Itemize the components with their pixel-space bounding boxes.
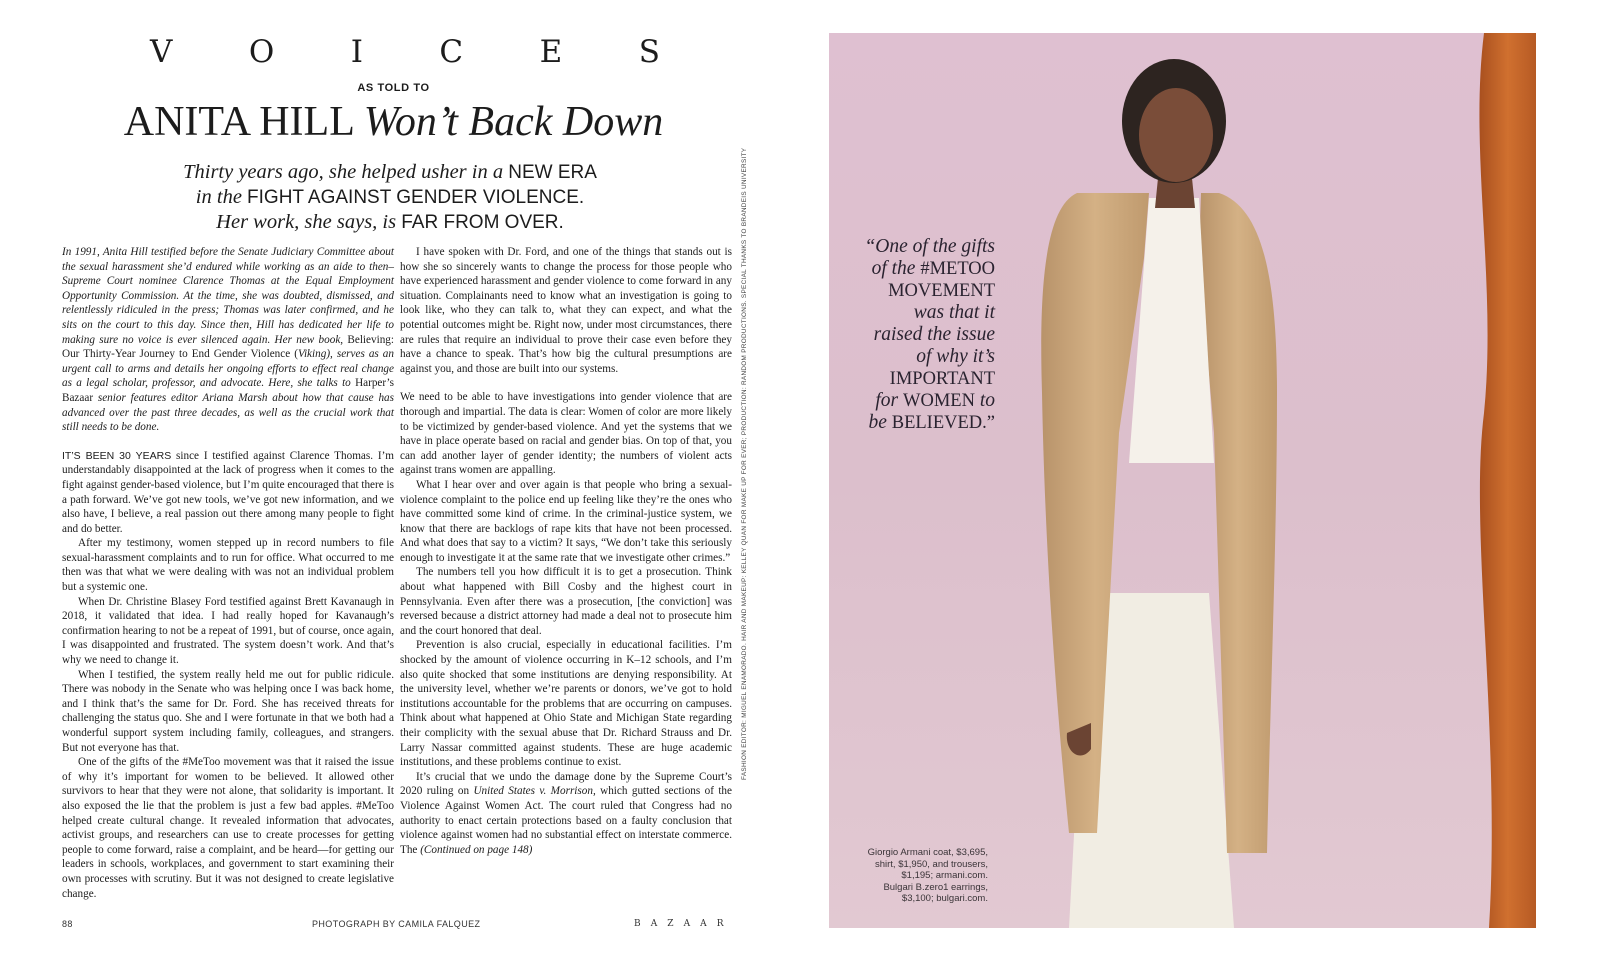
body-paragraph: The numbers tell you how difficult it is to get a prosecution. Think about what happened with Bill Cosby and the highest court in Pennsylvania. Even after there was a prosecution, [the conviction] was reversed because a district attorney had made a deal not to prosecute him and the court honored that deal.	[400, 566, 732, 637]
intro-text: (	[290, 348, 298, 361]
caption-line: Bulgari B.zero1 earrings,	[883, 881, 988, 893]
portrait-illustration	[829, 33, 1536, 928]
quote-text: “One of the gifts	[864, 236, 995, 257]
intro-magazine: Harper’s Bazaar	[62, 377, 394, 404]
body-column-right	[400, 245, 732, 857]
intro-book-title: Believing: Our Thirty-Year Journey to End Gender Violence	[62, 333, 394, 361]
section-letter: E	[539, 34, 563, 70]
logo-letter: A	[683, 919, 691, 929]
deck-text: Thirty years ago, she helped usher in a	[183, 161, 509, 183]
quote-text: to	[974, 390, 995, 411]
headline-italic: Won’t Back Down	[363, 99, 664, 145]
fashion-caption	[840, 847, 988, 905]
deck-text: in the	[195, 186, 248, 208]
headline-name: ANITA HILL	[123, 99, 354, 145]
intro-publisher: Viking	[297, 348, 327, 361]
logo-letter: Z	[667, 919, 674, 929]
quote-text: of the	[871, 258, 921, 279]
deck	[150, 160, 630, 235]
quote-caps: IMPORTANT	[889, 369, 995, 389]
logo-letter: R	[716, 919, 724, 929]
kicker-as-told-to: AS TOLD TO	[357, 82, 430, 94]
headline	[0, 98, 787, 146]
case-name: United States v. Morrison,	[473, 785, 596, 798]
body-paragraph: One of the gifts of the #MeToo movement was that it raised the issue of why it’s important for women to be believed. It allowed other survivors to hear that they were not alone, that solidarity is important. It also exposed the lie that the problem is just a few bad apples. #MeToo helped create cultural change. It revealed information that advocates, activist groups, and researchers can use to create processes for getting people to come forward, raise a complaint, and be heard—for getting our leaders in schools, workplaces, and government to start examining their own processes with scrutiny. But it was not designed to create legislative change.	[62, 756, 394, 900]
deck-caps: FAR FROM OVER.	[401, 212, 564, 233]
body-column-left	[62, 245, 394, 901]
continued-jump: (Continued on page 148)	[420, 843, 533, 856]
quote-caps: WOMEN	[903, 391, 975, 411]
pull-quote	[850, 236, 995, 434]
logo-letter: B	[634, 919, 642, 929]
quote-caps: #METOO	[920, 259, 995, 279]
section-letter: O	[248, 34, 275, 70]
body-paragraph	[62, 449, 394, 537]
section-letter: C	[439, 34, 464, 70]
quote-text: of why it’s	[916, 346, 995, 367]
quote-caps: MOVEMENT	[888, 281, 995, 301]
lead-in: IT’S BEEN 30 YEARS	[62, 449, 172, 462]
intro-paragraph	[62, 245, 394, 435]
intro-text: In 1991, Anita Hill testified before the Senate Judiciary Committee about the sexual harassment she’d endured while working as an aide to then–Supreme Court nominee Clarence Thomas at the Equal Employment Opportunity Commission. At the time, she was doubted, dismissed, and relentlessly ridiculed in the press; Thomas was later confirmed, and he sits on the court to this day. Since then, Hill has dedicated her life to making sure no voice is ever silenced again. Her new book,	[62, 246, 394, 346]
deck-text: Her work, she says, is	[216, 211, 402, 233]
quote-text: be	[868, 412, 892, 433]
logo-letter: A	[650, 919, 658, 929]
body-text: which gutted sections of the Violence Against Women Act. The court ruled that Congress had no authority to enact certain protections based on a faulty conclusion that violence against women had no substantial effect on interstate commerce. The	[400, 785, 732, 856]
caption-line: $1,195; armani.com.	[901, 870, 988, 881]
body-text: since I testified against Clarence Thomas. I’m understandably disappointed at the lack of progress when it comes to the fight against gender-based violence, but I’m quite encouraged that there is a path forward. We’ve got new tools, we’ve got new information, and we also have, I believe, a real passion out there among many people to fight and do better.	[62, 449, 394, 535]
photo-credit: PHOTOGRAPH BY CAMILA FALQUEZ	[312, 919, 481, 929]
caption-line: Giorgio Armani coat, $3,695,	[867, 847, 988, 858]
deck-caps: FIGHT AGAINST GENDER VIOLENCE.	[247, 187, 585, 208]
quote-text: for	[875, 390, 904, 411]
page-number: 88	[62, 919, 73, 929]
body-paragraph: What I hear over and over again is that people who bring a sexual-violence complaint to the police end up feeling like they’re the ones who have committed some kind of crime. In the criminal-justice system, we know that there are backlogs of rape kits that have not been processed. And what does that say to a victim? It says, “We don’t take this seriously enough to investigate it at the same rate that we investigate other crimes.”	[400, 478, 732, 564]
face	[1139, 88, 1213, 182]
body-paragraph: After my testimony, women stepped up in record numbers to file sexual-harassment complaints and to run for office. What occurred to me then was that what we were dealing with was not an individual problem but a systemic one.	[62, 537, 394, 594]
quote-text: was that it	[913, 302, 995, 323]
quote-text: raised the issue	[873, 324, 995, 345]
body-paragraph: When I testified, the system really held me out for public ridicule. There was nobody in the Senate who was helping once I was back home, and I think that’s the same for Dr. Ford. She has received threats for challenging the status quo. She and I were fortunate in that we both had a wonderful support system including family, colleagues, and strangers. But not everyone has that.	[62, 668, 394, 754]
intro-text: senior features editor Ariana Marsh about how that cause has advanced over the past three decades, as well as the crucial work that still needs to be done.	[62, 391, 394, 434]
vertical-credits: FASHION EDITOR: MIGUEL ENAMORADO. HAIR AND MAKEUP: KELLEY QUAN FOR MAKE UP FOR EVER; PRODUCTION: RANDOM PRODUCTIONS. SPECIAL THANKS TO BRANDEIS UNIVERSITY	[741, 148, 748, 781]
orange-drape	[1479, 33, 1536, 928]
intro-text: ), serves as an urgent call to arms and details her ongoing efforts to effect real change as a legal scholar, professor, and advocate. Here, she talks to	[62, 348, 394, 390]
deck-caps: NEW ERA	[508, 162, 597, 183]
portrait-photo	[829, 33, 1536, 928]
body-text: It’s crucial that we undo the damage done by the Supreme Court’s 2020 ruling on	[400, 770, 732, 798]
magazine-footer-logo	[634, 919, 724, 929]
section-letter: I	[350, 34, 363, 70]
quote-caps: BELIEVED.”	[891, 413, 995, 433]
body-paragraph: Prevention is also crucial, especially in educational facilities. I’m shocked by the amount of violence occurring in K–12 schools, and I’m also quite shocked that some institutions are denying responsibility. At the university level, whether we’re parents or donors, we’ve got to hold institutions accountable for the problems that are occurring on campuses. Think about what happened at Ohio State and Michigan State regarding their complicity with the sexual abuse that Dr. Richard Strauss and Dr. Larry Nassar committed against students. These are huge academic institutions, and these problems continue to exist.	[400, 639, 732, 769]
body-paragraph	[400, 770, 732, 858]
body-paragraph: We need to be able to have investigations into gender violence that are thorough and impartial. The data is clear: Women of color are more likely to be victimized by gender-based violence. And yet the systems that we have in place operate based on racial and gender bias. On top of that, you can add another layer of gender identity; the numbers of violent acts against trans women are appalling.	[400, 391, 732, 477]
caption-line: shirt, $1,950, and trousers,	[874, 858, 988, 870]
caption-line: $3,100; bulgari.com.	[901, 893, 988, 904]
logo-letter: A	[700, 919, 708, 929]
section-letter: V	[150, 34, 173, 70]
body-paragraph: I have spoken with Dr. Ford, and one of the things that stands out is how she so sincerely wants to change the process for those people who have experienced harassment and gender violence to come forward in any situation. Complainants need to know what an investigation is going to look like, who they can talk to, what they can expect, and what the potential outcomes might be. Right now, under most circumstances, there are rules that require an individual to prove their case even before they have a chance to speak. That’s how big the cultural presumptions are against you, and those are built into our systems.	[400, 246, 732, 375]
section-letter: S	[638, 34, 660, 70]
section-title-voices	[150, 34, 660, 70]
body-paragraph: When Dr. Christine Blasey Ford testified against Brett Kavanaugh in 2018, it validated that idea. I had really hoped for Kavanaugh’s confirmation hearing to not be a repeat of 1991, but of course, once again, I was disappointed and frustrated. The system doesn’t work. And that’s why we need to change it.	[62, 595, 394, 667]
